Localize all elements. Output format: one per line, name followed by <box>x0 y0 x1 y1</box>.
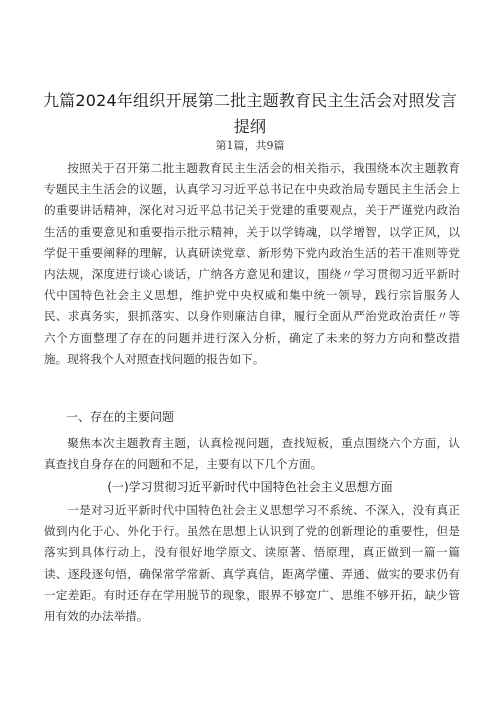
subsection-paragraph: 一是对习近平新时代中国特色社会主义思想学习不系统、不深入，没有真正做到内化于心、外化于行。虽然在思想上认识到了党的创新理论的重要性，但是落实到具体行动上，没有很好地学原文、读原著、悟原理，真正做到一篇一篇读、逐段逐句悟，确保常学常新、真学真信，距离学懂、弄通、做实的要求仍有一定差距。有时还存在学用脱节的现象，眼界不够宽广、思维不够开拓，缺少管用有效的办法举措。 <box>44 503 460 624</box>
section-heading: 一、存在的主要问题 <box>66 410 175 424</box>
intro-paragraph: 按照关于召开第二批主题教育民主生活会的相关指示，我围绕本次主题教育专题民主生活会的议题，认真学习习近平总书记在中央政治局专题民主生活会上的重要讲话精神，深化对习近平总书记关于党建的重要观点，关于严谨党内政治生活的重要意见和重要指示批示精神，关于以学铸魂，以学增智，以学正风，以学促干重要阐释的理解，认真研读党章、新形势下党内政治生活的若干准则等党内法规，深度进行谈心谈话，广纳各方意见和建议，围绕〃学习贯彻习近平新时代中国特色社会主义思想，维护党中央权威和集中统一领导，践行宗旨服务人民、求真务实，狠抓落实、以身作则廉洁自律，履行全面从严治党政治责任〃等六个方面整理了存在的问题并进行深入分析，确定了未来的努力方向和整改措施。现将我个人对照查找问题的报告如下。 <box>44 161 460 366</box>
section-intro-paragraph: 聚焦本次主题教育主题，认真检视问题，查找短板，重点围绕六个方面，认真查找自身存在的问题和不足，主要有以下几个方面。 <box>44 436 460 472</box>
subsection-heading: (一)学习贯彻习近平新时代中国特色社会主义思想方面 <box>107 480 393 494</box>
document-title: 九篇2024年组织开展第二批主题教育民主生活会对照发言提纲 <box>42 91 458 136</box>
part-indicator: 第1篇，共9篇 <box>215 139 285 152</box>
